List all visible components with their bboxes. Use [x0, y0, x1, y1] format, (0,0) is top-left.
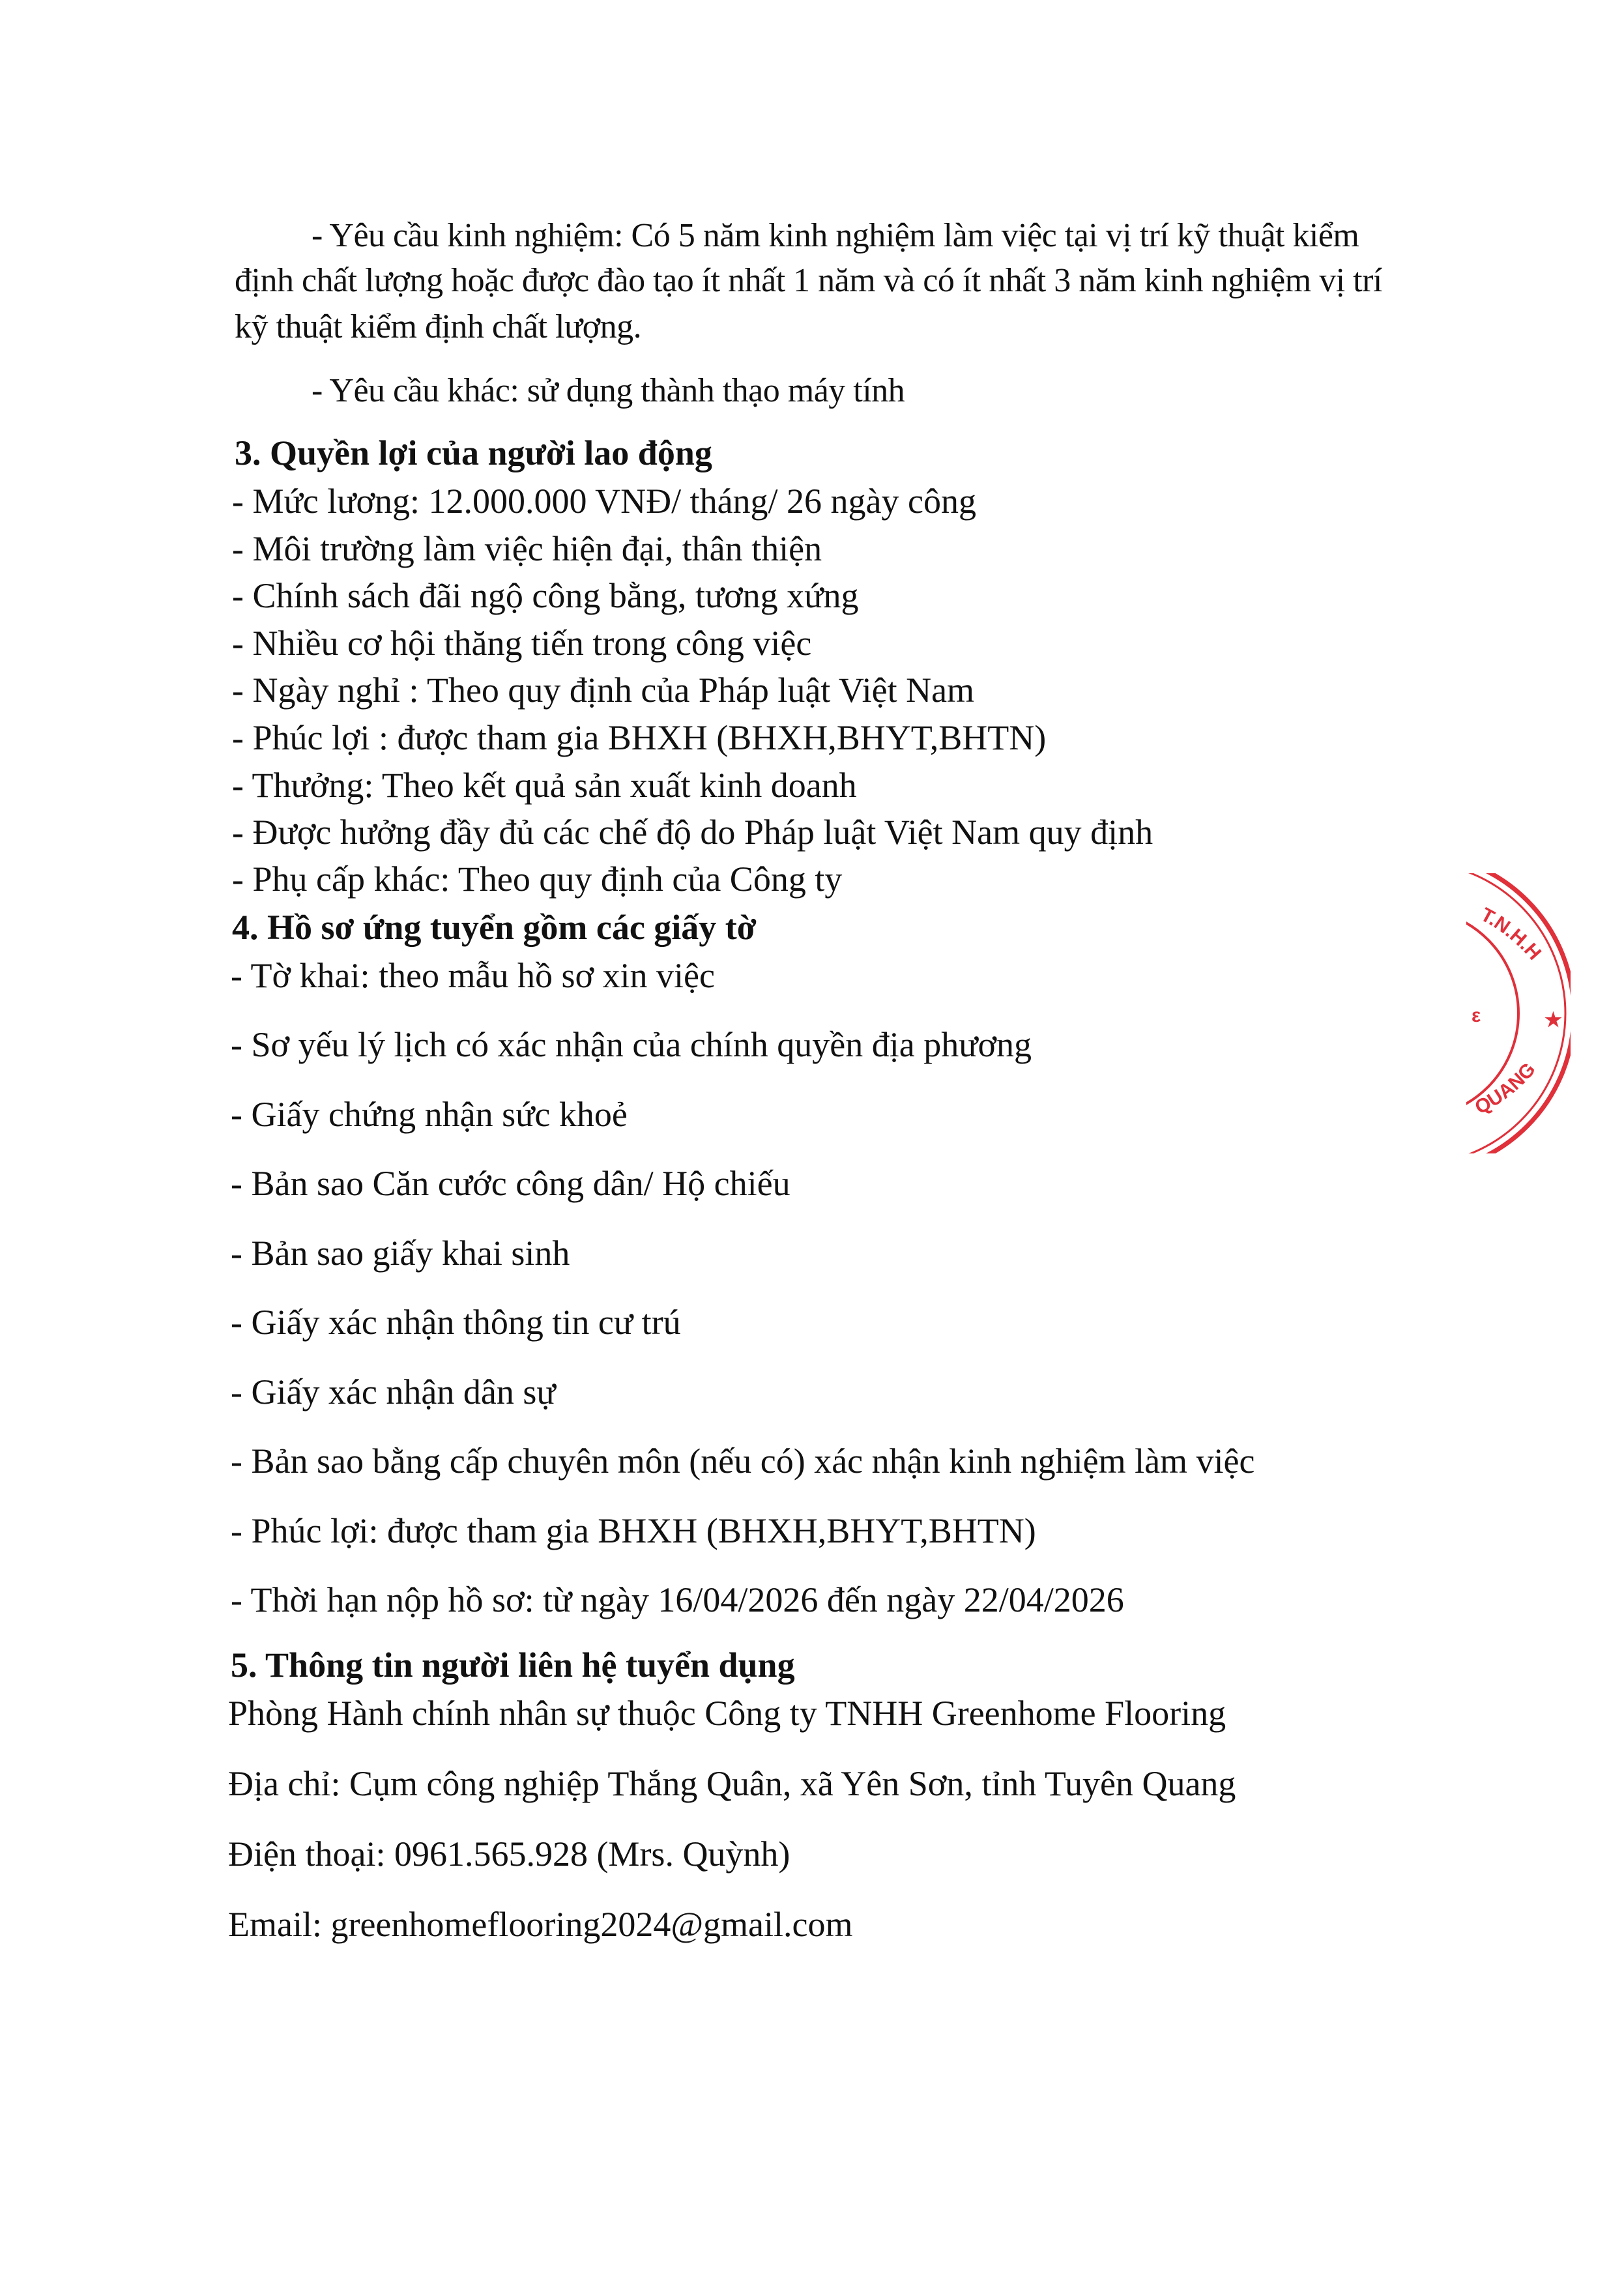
seal-text-bottom: QUANG	[1471, 1058, 1540, 1119]
contact-department: Phòng Hành chính nhân sự thuộc Công ty TNHH Greenhome Flooring	[228, 1694, 1226, 1733]
benefit-item: - Mức lương: 12.000.000 VNĐ/ tháng/ 26 ngày công	[232, 482, 976, 521]
document-item: - Tờ khai: theo mẫu hồ sơ xin việc	[231, 956, 715, 995]
benefit-item: - Nhiều cơ hội thăng tiến trong công việc	[232, 624, 812, 663]
document-item: - Bản sao bằng cấp chuyên môn (nếu có) xác nhận kinh nghiệm làm việc	[231, 1441, 1255, 1481]
seal-star-icon: ★	[1544, 1009, 1562, 1031]
contact-phone: Điện thoại: 0961.565.928 (Mrs. Quỳnh)	[228, 1834, 790, 1874]
document-item: - Giấy xác nhận dân sự	[231, 1372, 556, 1412]
benefit-item: - Được hưởng đầy đủ các chế độ do Pháp luật Việt Nam quy định	[232, 813, 1153, 852]
contact-email: Email: greenhomeflooring2024@gmail.com	[228, 1905, 853, 1944]
benefits-heading: 3. Quyền lợi của người lao động	[235, 433, 712, 472]
document-item: - Giấy chứng nhận sức khoẻ	[231, 1095, 628, 1134]
benefit-item: - Phúc lợi : được tham gia BHXH (BHXH,BHYT,BHTN)	[232, 718, 1047, 757]
experience-line-2: định chất lượng hoặc được đào tạo ít nhất 1 năm và có ít nhất 3 năm kinh nghiệm vị trí	[235, 262, 1382, 299]
seal-mark-icon: ε	[1472, 1005, 1481, 1026]
documents-heading: 4. Hồ sơ ứng tuyển gồm các giấy tờ	[232, 908, 757, 947]
benefit-item: - Ngày nghỉ : Theo quy định của Pháp luật Việt Nam	[232, 671, 975, 710]
company-seal	[1466, 873, 1571, 1153]
other-requirement: - Yêu cầu khác: sử dụng thành thạo máy tính	[312, 372, 905, 409]
contact-heading: 5. Thông tin người liên hệ tuyển dụng	[231, 1645, 795, 1685]
experience-line-1: - Yêu cầu kinh nghiệm: Có 5 năm kinh nghiệm làm việc tại vị trí kỹ thuật kiểm	[312, 217, 1359, 254]
benefit-item: - Môi trường làm việc hiện đại, thân thiện	[232, 529, 822, 568]
contact-address: Địa chỉ: Cụm công nghiệp Thắng Quân, xã Yên Sơn, tỉnh Tuyên Quang	[228, 1764, 1236, 1803]
document-item: - Sơ yếu lý lịch có xác nhận của chính quyền địa phương	[231, 1025, 1032, 1064]
seal-ring-icon	[1466, 873, 1571, 1153]
experience-line-3: kỹ thuật kiểm định chất lượng.	[235, 308, 642, 345]
document-item: - Bản sao Căn cước công dân/ Hộ chiếu	[231, 1164, 790, 1203]
document-item: - Phúc lợi: được tham gia BHXH (BHXH,BHYT,BHTN)	[231, 1511, 1036, 1550]
benefit-item: - Chính sách đãi ngộ công bằng, tương xứng	[232, 576, 859, 615]
document-item: - Thời hạn nộp hồ sơ: từ ngày 16/04/2026 đến ngày 22/04/2026	[231, 1580, 1124, 1619]
benefit-item: - Thưởng: Theo kết quả sản xuất kinh doanh	[232, 766, 857, 805]
document-item: - Bản sao giấy khai sinh	[231, 1234, 570, 1273]
seal-text-top: T.N.H.H	[1477, 903, 1546, 964]
benefit-item: - Phụ cấp khác: Theo quy định của Công ty	[232, 860, 843, 899]
document-item: - Giấy xác nhận thông tin cư trú	[231, 1303, 681, 1342]
